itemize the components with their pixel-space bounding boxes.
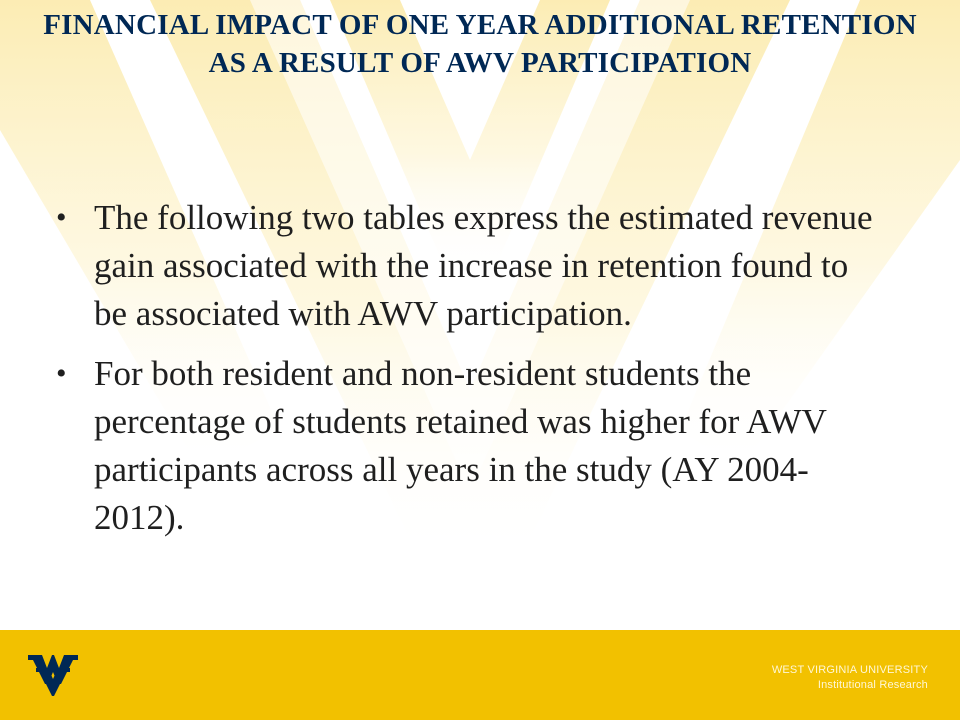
bullet-item bbox=[54, 194, 874, 338]
bullet-dot-icon: • bbox=[56, 201, 67, 234]
bullet-dot-icon: • bbox=[56, 357, 67, 390]
bullet-list bbox=[54, 194, 874, 554]
bullet-item bbox=[54, 350, 874, 542]
footer-bar bbox=[0, 630, 960, 720]
bullet-text: The following two tables express the estimated revenue gain associated with the increase in retention found to be associated with AWV participation. bbox=[94, 198, 873, 333]
bullet-text: For both resident and non-resident students the percentage of students retained was higher for AWV participants across all years in the study (AY 2004-2012). bbox=[94, 354, 827, 537]
slide-title: FINANCIAL IMPACT OF ONE YEAR ADDITIONAL RETENTION AS A RESULT OF AWV PARTICIPATION bbox=[43, 9, 917, 79]
wvu-logo-icon bbox=[28, 652, 78, 698]
footer-university: WEST VIRGINIA UNIVERSITY bbox=[771, 664, 928, 676]
footer-department: Institutional Research bbox=[817, 679, 928, 691]
footer-text bbox=[772, 663, 928, 693]
